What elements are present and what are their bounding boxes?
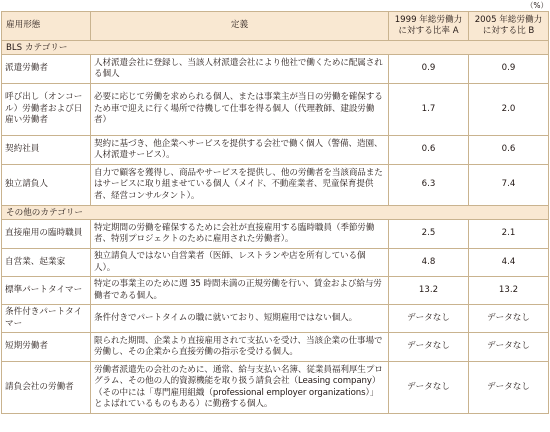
ratio-1999-cell: 4.8	[389, 249, 469, 277]
category-title: BLS カテゴリー	[2, 41, 549, 55]
table-row	[2, 55, 549, 84]
definition-cell: 独立請負人ではない自営業者（医師、レストランや店を所有している個人）。	[91, 249, 389, 277]
definition-cell: 特定の事業主のために週 35 時間未満の正規労働を行い、賃金および給与労働者である個人。	[91, 277, 389, 305]
ratio-1999-cell: データなし	[389, 305, 469, 333]
table-row	[2, 165, 549, 206]
employment-type-cell: 短期労働者	[2, 333, 91, 362]
ratio-1999-cell: 0.6	[389, 136, 469, 165]
ratio-2005-cell: 13.2	[469, 277, 549, 305]
header-ratio-2005: 2005 年総労働力に対する比 B	[469, 12, 549, 41]
employment-type-cell: 独立請負人	[2, 165, 91, 206]
header-row	[2, 12, 549, 41]
ratio-2005-cell: データなし	[469, 305, 549, 333]
ratio-1999-cell: 2.5	[389, 220, 469, 249]
table-row	[2, 305, 549, 333]
definition-cell: 限られた期間、企業より直接雇用されて支払いを受け、当該企業の仕事場で労働し、その企業から直接労働の指示を受ける個人。	[91, 333, 389, 362]
table-row	[2, 277, 549, 305]
unit-label: （%）	[525, 1, 548, 10]
category-row-bls	[2, 41, 549, 55]
table-row	[2, 362, 549, 414]
ratio-1999-cell: 6.3	[389, 165, 469, 206]
definition-cell: 必要に応じて労働を求められる個人、または事業主が当日の労働を確保するため車で迎えに行く場所で待機して仕事を得る個人（代理教師、建設労働者）	[91, 84, 389, 136]
definition-cell: 特定期間の労働を確保するために会社が直接雇用する臨時職員（季節労働者、特別プロジェクトのために雇用された労働者）。	[91, 220, 389, 249]
table-row	[2, 249, 549, 277]
employment-type-cell: 派遣労働者	[2, 55, 91, 84]
employment-type-cell: 標準パートタイマー	[2, 277, 91, 305]
ratio-1999-cell: データなし	[389, 362, 469, 414]
ratio-2005-cell: 0.6	[469, 136, 549, 165]
employment-type-cell: 自営業、起業家	[2, 249, 91, 277]
ratio-2005-cell: 7.4	[469, 165, 549, 206]
category-row-other	[2, 206, 549, 220]
ratio-2005-cell: 0.9	[469, 55, 549, 84]
definition-cell: 人材派遣会社に登録し、当該人材派遣会社により他社で働くために配属される個人	[91, 55, 389, 84]
employment-type-cell: 呼び出し（オンコール）労働者および日雇い労働者	[2, 84, 91, 136]
ratio-1999-cell: 0.9	[389, 55, 469, 84]
ratio-1999-cell: 1.7	[389, 84, 469, 136]
ratio-1999-cell: 13.2	[389, 277, 469, 305]
definition-cell: 条件付きでパートタイムの職に就いており、短期雇用ではない個人。	[91, 305, 389, 333]
category-title: その他のカテゴリー	[2, 206, 549, 220]
ratio-2005-cell: データなし	[469, 333, 549, 362]
employment-type-cell: 直接雇用の臨時職員	[2, 220, 91, 249]
ratio-1999-cell: データなし	[389, 333, 469, 362]
employment-type-cell: 請負会社の労働者	[2, 362, 91, 414]
ratio-2005-cell: データなし	[469, 362, 549, 414]
table-row	[2, 84, 549, 136]
header-employment-type: 雇用形態	[2, 12, 91, 41]
definition-cell: 契約に基づき、他企業へサービスを提供する会社で働く個人（警備、造園、人材派遣サービス）。	[91, 136, 389, 165]
ratio-2005-cell: 2.1	[469, 220, 549, 249]
employment-type-cell: 条件付きパートタイマー	[2, 305, 91, 333]
definition-cell: 自力で顧客を獲得し、商品やサービスを提供し、他の労働者を当該商品またはサービスに取り組ませている個人（メイド、不動産業者、児童保育提供者、経営コンサルタント）。	[91, 165, 389, 206]
ratio-2005-cell: 4.4	[469, 249, 549, 277]
table-row	[2, 136, 549, 165]
employment-type-cell: 契約社員	[2, 136, 91, 165]
header-definition: 定義	[91, 12, 389, 41]
table-row	[2, 333, 549, 362]
table-row	[2, 220, 549, 249]
definition-cell: 労働者派遣先の会社のために、通常、給与支払い名簿、従業員福利厚生プログラム、その他の人的資源機能を取り扱う請負会社（Leasing company）（その中には「専門雇用組織（professional employer organizations）」とよばれているものもある）に勤務する個人。	[91, 362, 389, 414]
ratio-2005-cell: 2.0	[469, 84, 549, 136]
employment-types-table	[1, 11, 549, 414]
header-ratio-1999: 1999 年総労働力に対する比率 A	[389, 12, 469, 41]
